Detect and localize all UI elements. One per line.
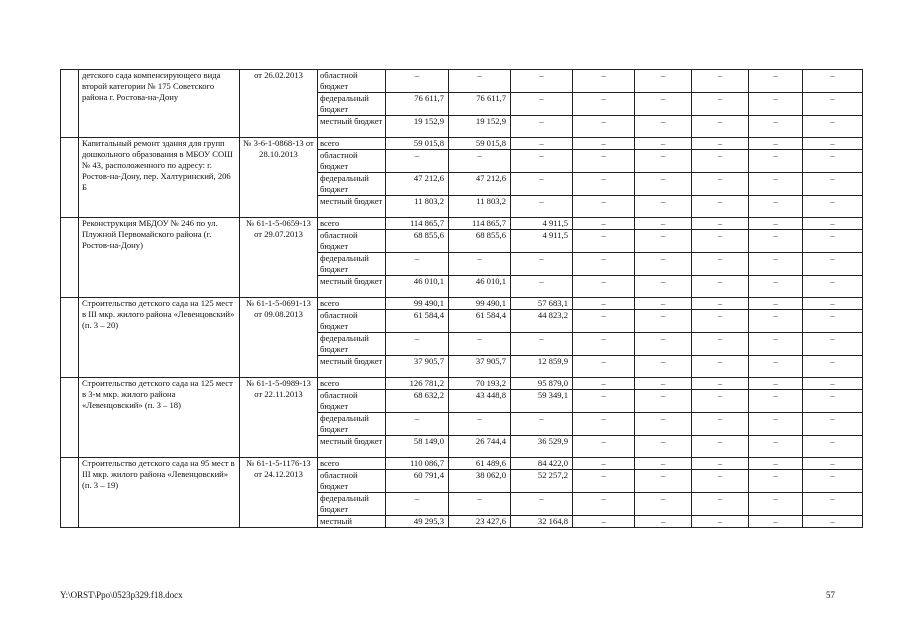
value-cell: 52 257,2 (511, 470, 573, 493)
value-cell: – (803, 413, 863, 436)
value-cell: – (692, 470, 749, 493)
row-number-cell (61, 298, 79, 378)
funding-source-cell: местный бюджет (318, 436, 386, 458)
value-cell: – (635, 230, 692, 253)
value-cell: 47 212,6 (386, 173, 449, 196)
value-cell: 32 164,8 (511, 516, 573, 528)
value-cell: – (635, 70, 692, 93)
table-row (61, 458, 863, 470)
value-cell: – (573, 138, 635, 150)
value-cell: – (449, 333, 511, 356)
value-cell: – (573, 378, 635, 390)
funding-source-cell: областной бюджет (318, 70, 386, 93)
document-cell: от 26.02.2013 (240, 70, 318, 138)
value-cell: 46 010,1 (386, 276, 449, 298)
value-cell: – (635, 116, 692, 138)
value-cell: – (803, 458, 863, 470)
value-cell: – (749, 470, 803, 493)
value-cell: – (692, 230, 749, 253)
value-cell: 4 911,5 (511, 218, 573, 230)
value-cell: – (449, 70, 511, 93)
value-cell: – (573, 413, 635, 436)
value-cell: – (803, 70, 863, 93)
value-cell: – (749, 150, 803, 173)
value-cell: – (635, 378, 692, 390)
value-cell: – (803, 493, 863, 516)
value-cell: – (803, 436, 863, 458)
value-cell: 57 683,1 (511, 298, 573, 310)
value-cell: – (573, 356, 635, 378)
funding-source-cell: всего (318, 138, 386, 150)
object-name-cell: Капитальный ремонт здания для групп дошкольного образования в МБОУ СОШ № 43, расположенного по адресу: г. Ростов-на-Дону, пер. Халтуринский, 206 Б (79, 138, 240, 218)
value-cell: – (635, 493, 692, 516)
value-cell: – (635, 276, 692, 298)
value-cell: – (803, 253, 863, 276)
value-cell: – (749, 390, 803, 413)
object-name-cell: Строительство детского сада на 125 мест в III мкр. жилого района «Левенцовский» (п. 3 – 20) (79, 298, 240, 378)
funding-source-cell: областной бюджет (318, 390, 386, 413)
budget-table (60, 69, 863, 528)
value-cell: – (692, 150, 749, 173)
document-cell: № 3-6-1-0868-13 от 28.10.2013 (240, 138, 318, 218)
value-cell: – (573, 436, 635, 458)
row-number-cell (61, 138, 79, 218)
value-cell: 12 859,9 (511, 356, 573, 378)
value-cell: 11 803,2 (449, 196, 511, 218)
document-cell: № 61-1-5-1176-13 от 24.12.2013 (240, 458, 318, 528)
value-cell: 114 865,7 (449, 218, 511, 230)
funding-source-cell: местный бюджет (318, 196, 386, 218)
value-cell: – (635, 150, 692, 173)
value-cell: – (692, 378, 749, 390)
value-cell: – (692, 458, 749, 470)
funding-source-cell: областной бюджет (318, 230, 386, 253)
value-cell: – (386, 493, 449, 516)
value-cell: – (803, 218, 863, 230)
value-cell: 76 611,7 (449, 93, 511, 116)
value-cell: – (749, 138, 803, 150)
value-cell: – (692, 218, 749, 230)
value-cell: – (635, 458, 692, 470)
value-cell: – (803, 470, 863, 493)
value-cell: – (803, 333, 863, 356)
value-cell: – (749, 230, 803, 253)
value-cell: – (749, 116, 803, 138)
value-cell: – (635, 516, 692, 528)
table-row (61, 218, 863, 230)
funding-source-cell: местный бюджет (318, 276, 386, 298)
value-cell: – (692, 390, 749, 413)
value-cell: 49 295,3 (386, 516, 449, 528)
table-row (61, 70, 863, 93)
row-number-cell (61, 378, 79, 458)
value-cell: – (511, 150, 573, 173)
document-cell: № 61-1-5-0659-13 от 29.07.2013 (240, 218, 318, 298)
row-number-cell (61, 218, 79, 298)
table-row (61, 378, 863, 390)
footer-file-path: Y:\ORST\Ppo\0523p329.f18.docx (60, 590, 183, 600)
value-cell: – (749, 276, 803, 298)
value-cell: 47 212,6 (449, 173, 511, 196)
value-cell: – (692, 333, 749, 356)
value-cell: – (803, 230, 863, 253)
value-cell: – (573, 333, 635, 356)
value-cell: – (692, 298, 749, 310)
value-cell: – (803, 150, 863, 173)
value-cell: – (749, 378, 803, 390)
value-cell: 19 152,9 (449, 116, 511, 138)
value-cell: – (449, 253, 511, 276)
value-cell: – (803, 356, 863, 378)
value-cell: – (803, 516, 863, 528)
value-cell: 68 632,2 (386, 390, 449, 413)
value-cell: – (635, 310, 692, 333)
value-cell: – (749, 173, 803, 196)
funding-source-cell: областной бюджет (318, 470, 386, 493)
value-cell: – (386, 150, 449, 173)
value-cell: – (573, 470, 635, 493)
value-cell: 59 015,8 (386, 138, 449, 150)
value-cell: – (692, 516, 749, 528)
value-cell: 126 781,2 (386, 378, 449, 390)
value-cell: – (692, 196, 749, 218)
value-cell: – (449, 413, 511, 436)
page-number: 57 (826, 590, 835, 600)
value-cell: 61 584,4 (449, 310, 511, 333)
value-cell: – (803, 276, 863, 298)
value-cell: – (511, 93, 573, 116)
value-cell: 4 911,5 (511, 230, 573, 253)
value-cell: – (511, 333, 573, 356)
value-cell: – (803, 116, 863, 138)
value-cell: 60 791,4 (386, 470, 449, 493)
value-cell: – (511, 493, 573, 516)
value-cell: – (692, 356, 749, 378)
value-cell: – (692, 493, 749, 516)
value-cell: – (573, 230, 635, 253)
value-cell: – (749, 196, 803, 218)
value-cell: – (573, 390, 635, 413)
value-cell: – (692, 436, 749, 458)
value-cell: 37 905,7 (386, 356, 449, 378)
value-cell: – (449, 493, 511, 516)
value-cell: – (692, 116, 749, 138)
value-cell: – (635, 390, 692, 413)
row-number-cell (61, 458, 79, 528)
value-cell: 70 193,2 (449, 378, 511, 390)
value-cell: – (749, 493, 803, 516)
value-cell: – (573, 70, 635, 93)
value-cell: 99 490,1 (449, 298, 511, 310)
funding-source-cell: всего (318, 378, 386, 390)
value-cell: – (573, 218, 635, 230)
value-cell: – (635, 356, 692, 378)
value-cell: – (635, 196, 692, 218)
value-cell: – (386, 413, 449, 436)
value-cell: 68 855,6 (386, 230, 449, 253)
value-cell: – (803, 138, 863, 150)
value-cell: – (635, 218, 692, 230)
value-cell: – (635, 138, 692, 150)
funding-source-cell: всего (318, 458, 386, 470)
value-cell: – (803, 390, 863, 413)
value-cell: – (511, 196, 573, 218)
value-cell: – (511, 116, 573, 138)
value-cell: – (635, 413, 692, 436)
value-cell: – (511, 70, 573, 93)
value-cell: – (635, 253, 692, 276)
value-cell: – (573, 116, 635, 138)
value-cell: – (803, 378, 863, 390)
funding-source-cell: федеральный бюджет (318, 93, 386, 116)
value-cell: – (511, 173, 573, 196)
funding-source-cell: всего (318, 298, 386, 310)
value-cell: – (803, 173, 863, 196)
value-cell: – (803, 310, 863, 333)
value-cell: 76 611,7 (386, 93, 449, 116)
value-cell: 19 152,9 (386, 116, 449, 138)
table-body (61, 70, 863, 528)
value-cell: – (749, 218, 803, 230)
value-cell: – (573, 196, 635, 218)
value-cell: – (749, 253, 803, 276)
object-name-cell: Реконструкция МБДОУ № 246 по ул. Плужной Первомайского района (г. Ростов-на-Дону) (79, 218, 240, 298)
value-cell: – (386, 253, 449, 276)
value-cell: – (803, 298, 863, 310)
funding-source-cell: федеральный бюджет (318, 493, 386, 516)
value-cell: – (692, 70, 749, 93)
object-name-cell: Строительство детского сада на 95 мест в III мкр. жилого района «Левенцовский» (п. 3 – 19) (79, 458, 240, 528)
value-cell: – (511, 276, 573, 298)
value-cell: – (749, 516, 803, 528)
value-cell: – (573, 150, 635, 173)
value-cell: – (692, 173, 749, 196)
value-cell: – (449, 150, 511, 173)
value-cell: 84 422,0 (511, 458, 573, 470)
value-cell: 59 015,8 (449, 138, 511, 150)
funding-source-cell: областной бюджет (318, 150, 386, 173)
funding-source-cell: областной бюджет (318, 310, 386, 333)
funding-source-cell: местный бюджет (318, 356, 386, 378)
funding-source-cell: федеральный бюджет (318, 413, 386, 436)
value-cell: – (692, 310, 749, 333)
value-cell: 43 448,8 (449, 390, 511, 413)
value-cell: 44 823,2 (511, 310, 573, 333)
funding-source-cell: местный (318, 516, 386, 528)
value-cell: 58 149,0 (386, 436, 449, 458)
value-cell: – (635, 436, 692, 458)
value-cell: 95 879,0 (511, 378, 573, 390)
funding-source-cell: федеральный бюджет (318, 173, 386, 196)
value-cell: – (749, 436, 803, 458)
value-cell: 61 584,4 (386, 310, 449, 333)
funding-source-cell: всего (318, 218, 386, 230)
value-cell: – (692, 138, 749, 150)
object-name-cell: детского сада компенсирующего вида второй категории № 175 Советского района г. Ростова-на-Дону (79, 70, 240, 138)
value-cell: 26 744,4 (449, 436, 511, 458)
value-cell: – (692, 413, 749, 436)
value-cell: – (749, 70, 803, 93)
value-cell: – (635, 298, 692, 310)
value-cell: – (635, 93, 692, 116)
document-cell: № 61-1-5-0989-13 от 22.11.2013 (240, 378, 318, 458)
value-cell: – (573, 93, 635, 116)
value-cell: – (803, 196, 863, 218)
value-cell: 38 062,0 (449, 470, 511, 493)
budget-table-container (60, 69, 844, 528)
value-cell: – (692, 253, 749, 276)
value-cell: – (692, 93, 749, 116)
table-row (61, 138, 863, 150)
value-cell: 23 427,6 (449, 516, 511, 528)
value-cell: – (573, 493, 635, 516)
funding-source-cell: федеральный бюджет (318, 333, 386, 356)
value-cell: – (386, 70, 449, 93)
value-cell: 110 086,7 (386, 458, 449, 470)
value-cell: – (749, 93, 803, 116)
value-cell: 46 010,1 (449, 276, 511, 298)
value-cell: – (511, 253, 573, 276)
value-cell: – (386, 333, 449, 356)
value-cell: – (749, 310, 803, 333)
value-cell: – (749, 458, 803, 470)
value-cell: – (692, 276, 749, 298)
value-cell: – (749, 333, 803, 356)
value-cell: 59 349,1 (511, 390, 573, 413)
value-cell: – (573, 276, 635, 298)
value-cell: – (573, 516, 635, 528)
value-cell: – (635, 470, 692, 493)
value-cell: – (749, 413, 803, 436)
value-cell: – (635, 333, 692, 356)
value-cell: 36 529,9 (511, 436, 573, 458)
document-cell: № 61-1-5-0691-13 от 09.08.2013 (240, 298, 318, 378)
value-cell: – (511, 413, 573, 436)
funding-source-cell: федеральный бюджет (318, 253, 386, 276)
table-row (61, 298, 863, 310)
object-name-cell: Строительство детского сада на 125 мест в 3-м мкр. жилого района «Левенцовский» (п. 3 – 18) (79, 378, 240, 458)
value-cell: – (573, 298, 635, 310)
value-cell: 99 490,1 (386, 298, 449, 310)
row-number-cell (61, 70, 79, 138)
value-cell: – (573, 253, 635, 276)
value-cell: – (573, 173, 635, 196)
value-cell: 68 855,6 (449, 230, 511, 253)
value-cell: – (749, 298, 803, 310)
funding-source-cell: местный бюджет (318, 116, 386, 138)
value-cell: 61 489,6 (449, 458, 511, 470)
value-cell: – (511, 138, 573, 150)
value-cell: – (573, 310, 635, 333)
value-cell: 37 905,7 (449, 356, 511, 378)
value-cell: – (635, 173, 692, 196)
value-cell: 114 865,7 (386, 218, 449, 230)
value-cell: – (749, 356, 803, 378)
value-cell: 11 803,2 (386, 196, 449, 218)
value-cell: – (803, 93, 863, 116)
value-cell: – (573, 458, 635, 470)
